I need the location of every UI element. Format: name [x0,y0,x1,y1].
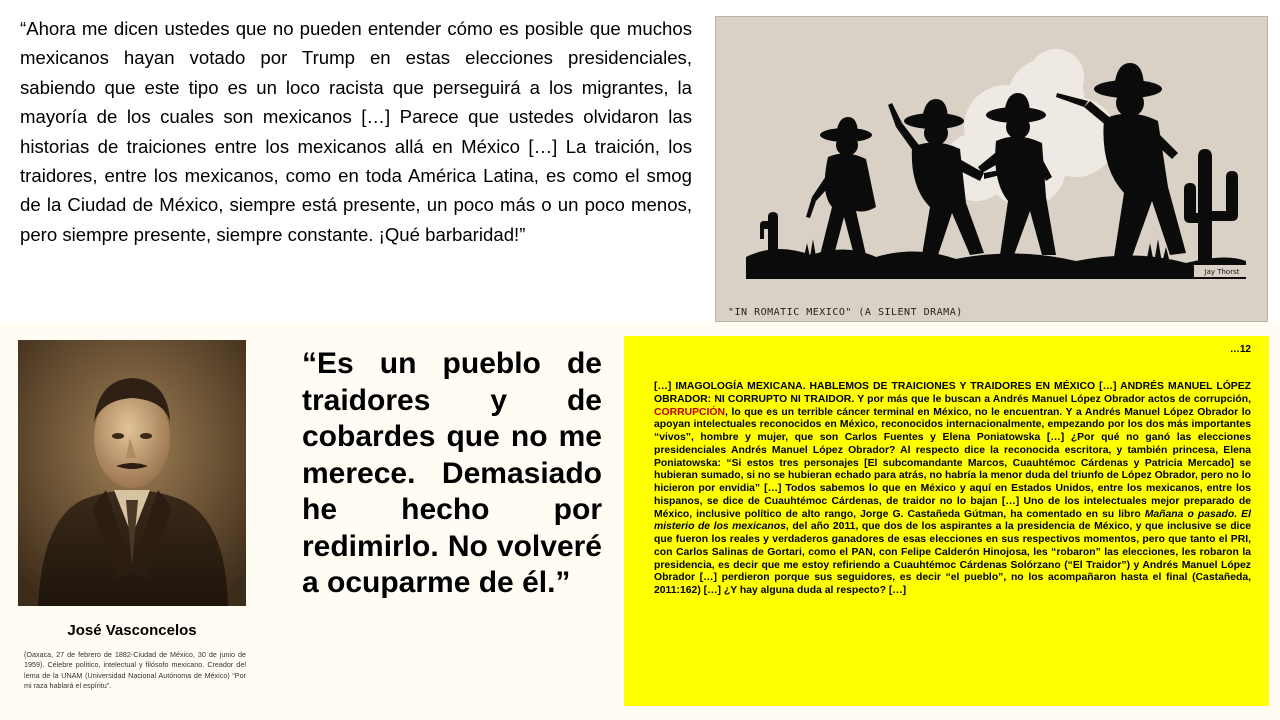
portrait-drawing [18,340,246,606]
yellow-text-box [624,336,1269,706]
yellow-box-text [654,381,1251,598]
silhouette-drawing [716,17,1269,323]
big-quote: “Es un pueblo de traidores y de cobardes que no me merece. Demasiado he hecho por redimirlo. No volveré a ocuparme de él.” [302,347,602,599]
illustration-caption: "IN ROMATIC MEXICO" (A SILENT DRAMA) [728,307,963,318]
book-title: Mañana o pasado. El misterio de los mexicanos [654,508,1251,533]
portrait-caption: (Oaxaca, 27 de febrero de 1882-Ciudad de México, 30 de junio de 1959). Célebre político, intelectual y filósofo mexicano. Creador del lema de la UNAM (Universidad Nacional Autónoma de México) “Por mi raza hablará el espíritu”. [24,650,246,690]
portrait-photo [18,340,246,606]
artist-signature: Jay Thorst [1204,268,1240,276]
silhouette-illustration [715,16,1268,322]
corruption-highlight: CORRUPCIÓN [654,406,726,418]
page-number: …12 [1229,344,1251,355]
text-part-1: […] IMAGOLOGÍA MEXICANA. HABLEMOS DE TRAICIONES Y TRAIDORES EN MÉXICO […] ANDRÉS MANUEL LÓPEZ OBRADOR: NI CORRUPTO NI TRAIDOR. Y por más que le buscan a Andrés Manuel López Obrador actos de corrupción, [654,381,1251,405]
top-quote: “Ahora me dicen ustedes que no pueden entender cómo es posible que muchos mexicanos hayan votado por Trump en estas elecciones presidenciales, sabiendo que este tipo es un loco racista que perseguirá a los migrantes, la mayoría de los cuales son mexicanos […] Parece que ustedes olvidaron las historias de traiciones entre los mexicanos allá en México […] La traición, los traidores, entre los mexicanos, como en toda América Latina, es como el smog de la Ciudad de México, siempre está presente, un poco más o un poco menos, pero siempre presente, siempre constante. ¡Qué barbaridad!” [20,18,692,245]
portrait-name: José Vasconcelos [67,622,197,639]
text-part-3: , del año 2011, que dos de los aspirantes a la presidencia de México, y que inclusive se dice que fueron los reales y verdaderos ganadores de esas elecciones en sus respectivos momentos, pero que tanto el PRI, con Carlos Salinas de Gortari, como el PAN, con Felipe Calderón Hinojosa, les “robaron” las elecciones, les robaron la presidencia, es decir que me estoy refiriendo a Cuauhtémoc Cárdenas Solórzano (“El Traidor”) y Andrés Manuel López Obrador […] perdieron porque sus seguidores, es decir “el pueblo”, no los acompañaron hasta el final (Castañeda, 2011:162) […] ¿Y hay alguna duda al respecto? […] [654,521,1251,596]
text-part-2: , lo que es un terrible cáncer terminal en México, no le encuentran. Y a Andrés Manuel López Obrador lo apoyan intelectuales reconocidos en México, reconocidos internacionalmente, empezando por los dos más importantes “vivos”, hombre y mujer, que son Carlos Fuentes y Elena Poniatowska […] ¿Por qué no ganó las elecciones presidenciales Andrés Manuel López Obrador? Al respecto dice la reconocida escritora, y también princesa, Elena Poniatowska: “Si estos tres personajes [El subcomandante Marcos, Cuauhtémoc Cárdenas y Patricia Mercado] se hubieran sumado, si no se hubieran echado para atrás, no habría la menor duda del triunfo de López Obrador, pero no lo hicieron por envidia” […] Todos sabemos lo que en México y aquí en Estados Unidos, entre los mexicanos, entre los hispanos, se dice de Cuauhtémoc Cárdenas, de traidor no lo bajan […] Uno de los intelectuales mejor preparado de México, inclusive político de alto rango, Jorge G. Castañeda Gútman, ha comentado en su libro [654,406,1251,520]
